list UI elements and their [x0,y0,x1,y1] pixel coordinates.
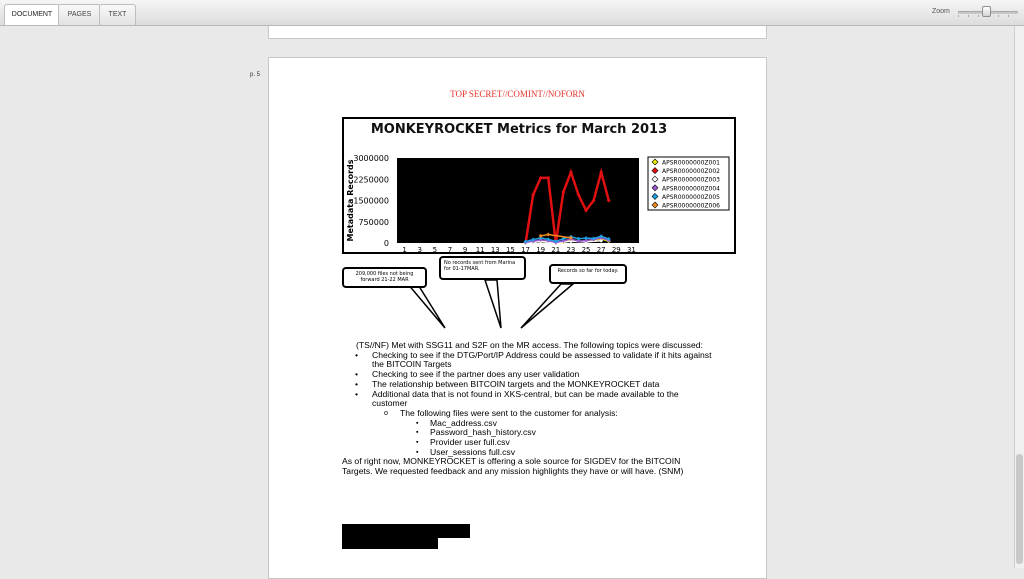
tab-document[interactable]: DOCUMENT [4,4,60,25]
zoom-slider-thumb[interactable] [982,6,991,17]
x-tick-label: 19 [536,246,546,252]
topic-list [342,351,712,458]
list-item: • Checking to see if the partner does any user validation [342,370,712,380]
tab-text[interactable]: TEXT [99,4,136,25]
x-tick-label: 31 [626,246,636,252]
chart-title: MONKEYROCKET Metrics for March 2013 [370,122,668,137]
callout-records-today: Records so far for today. [549,264,627,284]
classification-banner: TOP SECRET//COMINT//NOFORN [450,89,585,99]
redaction-block [342,536,438,549]
list-item: • Checking to see if the DTG/Port/IP Address could be assessed to validate if it hits against the BITCOIN Targets [342,351,712,370]
callout-tail-2 [485,280,501,328]
file-item: ▪ Provider user full.csv [342,438,712,448]
x-tick-label: 15 [505,246,515,252]
file-item: ▪ Password_hash_history.csv [342,428,712,438]
list-item: • Additional data that is not found in XKS-central, but can be made available to the customer [342,390,712,409]
memo-intro: (TS//NF) Met with SSG11 and S2F on the MR access. The following topics were discussed: [356,340,703,350]
callout-tail-3 [521,284,573,328]
zoom-label: Zoom [932,8,950,15]
file-item: ▪ User_sessions full.csv [342,448,712,458]
legend-entry: APSR0000000Z002 [662,168,720,176]
x-tick-label: 27 [596,246,606,252]
y-tick-label: 1500000 [353,196,389,206]
y-tick-label: 750000 [358,217,389,227]
callout-tails [269,58,766,338]
list-item: • The relationship between BITCOIN targets and the MONKEYROCKET data [342,380,712,390]
file-item: ▪ Mac_address.csv [342,419,712,429]
legend-entry: APSR0000000Z004 [662,185,720,193]
previous-page [268,26,767,39]
callout-tail-1 [407,283,445,328]
callout-files-not-forwarded: 209,000 files not being forward 21-22 MAR [342,267,427,288]
x-tick-label: 1 [402,246,407,252]
x-tick-label: 17 [521,246,531,252]
memo-closing: As of right now, MONKEYROCKET is offering a sole source for SIGDEV for the BITCOIN Targets. We requested feedback and any mission highlights they have or will have. (SNM) [342,456,684,477]
y-axis-label: Metadata Records [346,159,355,242]
x-tick-label: 7 [447,246,453,252]
callout-no-records: No records sent from Marina for 01-17MAR. [439,256,526,280]
legend-entry: APSR0000000Z001 [662,159,720,167]
legend-entry: APSR0000000Z006 [662,202,720,210]
x-tick-label: 5 [432,246,438,252]
tab-pages[interactable]: PAGES [58,4,101,25]
x-tick-label: 25 [581,246,591,252]
page-number-label: p. 5 [250,72,261,78]
scrollbar-thumb[interactable] [1016,454,1023,564]
y-tick-label: 2250000 [353,175,389,185]
vertical-scrollbar[interactable] [1014,26,1024,568]
legend-entry: APSR0000000Z003 [662,176,720,184]
x-tick-label: 23 [566,246,576,252]
legend-entry: APSR0000000Z005 [662,193,720,201]
x-tick-label: 13 [490,246,500,252]
memo-body [342,341,712,477]
sub-list-item: o The following files were sent to the customer for analysis: [342,409,712,419]
x-tick-label: 11 [475,246,485,252]
x-tick-label: 9 [462,246,468,252]
y-tick-label: 3000000 [353,154,389,163]
x-tick-label: 3 [417,246,422,252]
x-tick-label: 21 [551,246,561,252]
y-tick-label: 0 [383,239,389,248]
x-tick-label: 29 [611,246,621,252]
toolbar [0,0,1024,26]
document-page [268,57,767,579]
